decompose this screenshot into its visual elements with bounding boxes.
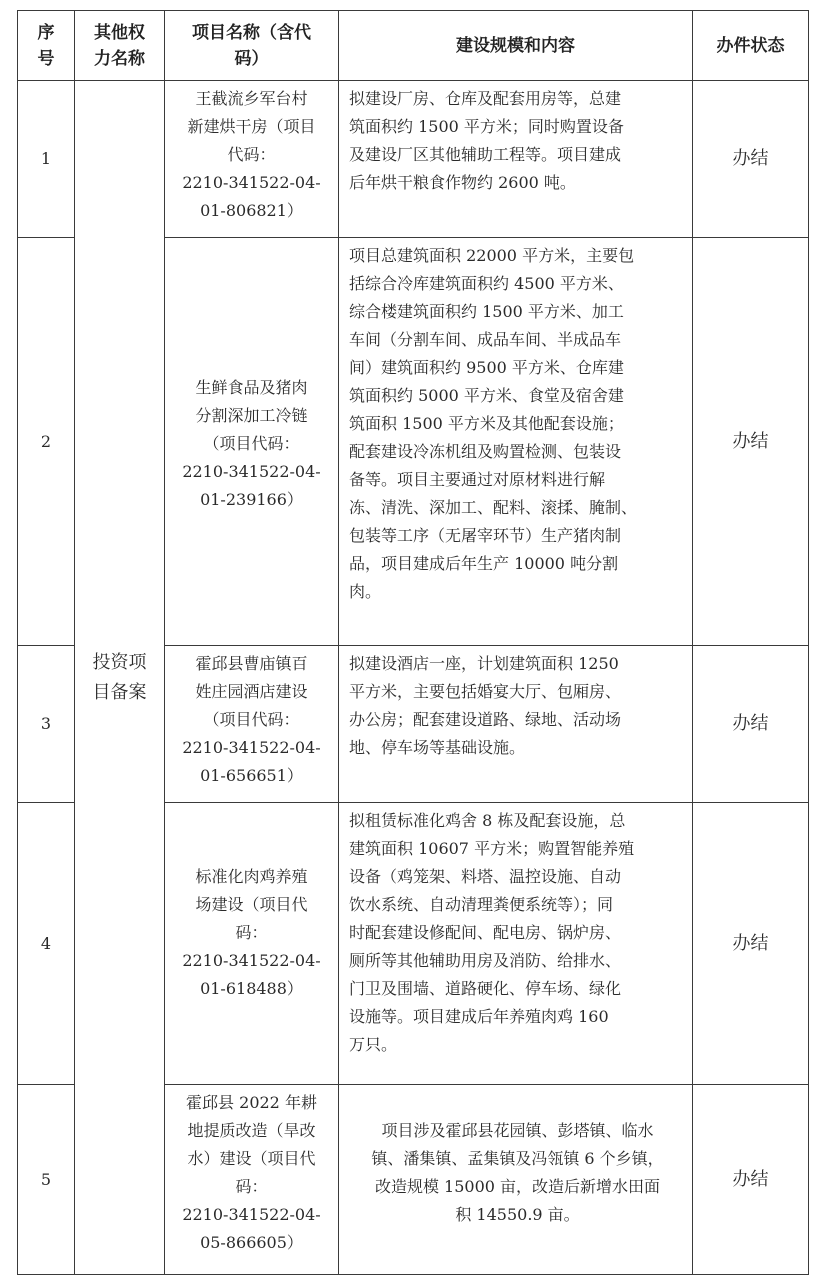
project-name-cell: 标准化肉鸡养殖 场建设（项目代 码： 2210-341522-04- 01-618488）: [165, 803, 339, 1085]
status-cell: 办结: [693, 646, 809, 803]
content-cell: 拟建设厂房、仓库及配套用房等，总建 筑面积约 1500 平方米；同时购置设备 及建设厂区其他辅助工程等。项目建成 后年烘干粮食作物约 2600 吨。: [339, 81, 693, 238]
status-cell: 办结: [693, 803, 809, 1085]
header-content: 建设规模和内容: [339, 11, 693, 81]
status-cell: 办结: [693, 238, 809, 646]
project-name-cell: 霍邱县 2022 年耕 地提质改造（旱改 水）建设（项目代 码： 2210-341522-04- 05-866605）: [165, 1085, 339, 1275]
content-cell: 拟租赁标准化鸡舍 8 栋及配套设施，总 建筑面积 10607 平方米；购置智能养殖 设备（鸡笼架、料塔、温控设施、自动 饮水系统、自动清理粪便系统等）；同 时配套建设修配间、配电房、锅炉房、 厕所等其他辅助用房及消防、给排水、 门卫及围墙、道路硬化、停车场、绿化 设施等。项目建成后年养殖肉鸡 160 万只。: [339, 803, 693, 1085]
project-filing-table: [17, 10, 809, 1275]
header-project-name: 项目名称（含代 码）: [165, 11, 339, 81]
content-cell: 项目总建筑面积 22000 平方米，主要包 括综合冷库建筑面积约 4500 平方米、 综合楼建筑面积约 1500 平方米、加工 车间（分割车间、成品车间、半成品车 间）建筑面积约 9500 平方米、仓库建 筑面积约 5000 平方米、食堂及宿舍建 筑面积 1500 平方米及其他配套设施； 配套建设冷冻机组及购置检测、包装设 备等。项目主要通过对原材料进行解 冻、清洗、深加工、配料、滚揉、腌制、 包装等工序（无屠宰环节）生产猪肉制 品，项目建成后年生产 10000 吨分割 肉。: [339, 238, 693, 646]
row-index: 5: [18, 1085, 75, 1275]
row-index: 2: [18, 238, 75, 646]
table-row: [18, 81, 809, 238]
row-index: 4: [18, 803, 75, 1085]
row-index: 3: [18, 646, 75, 803]
row-index: 1: [18, 81, 75, 238]
content-cell: 项目涉及霍邱县花园镇、彭塔镇、临水 镇、潘集镇、孟集镇及冯瓴镇 6 个乡镇， 改造规模 15000 亩，改造后新增水田面 积 14550.9 亩。: [339, 1085, 693, 1275]
status-cell: 办结: [693, 1085, 809, 1275]
power-name-cell: 投资项 目备案: [75, 81, 165, 1275]
project-name-cell: 王截流乡军台村 新建烘干房（项目 代码： 2210-341522-04- 01-806821）: [165, 81, 339, 238]
project-name-cell: 生鲜食品及猪肉 分割深加工冷链 （项目代码： 2210-341522-04- 01-239166）: [165, 238, 339, 646]
status-cell: 办结: [693, 81, 809, 238]
table-header-row: [18, 11, 809, 81]
content-cell: 拟建设酒店一座，计划建筑面积 1250 平方米，主要包括婚宴大厅、包厢房、 办公房；配套建设道路、绿地、活动场 地、停车场等基础设施。: [339, 646, 693, 803]
header-power-name: 其他权 力名称: [75, 11, 165, 81]
header-status: 办件状态: [693, 11, 809, 81]
header-index: 序 号: [18, 11, 75, 81]
project-name-cell: 霍邱县曹庙镇百 姓庄园酒店建设 （项目代码： 2210-341522-04- 01-656651）: [165, 646, 339, 803]
